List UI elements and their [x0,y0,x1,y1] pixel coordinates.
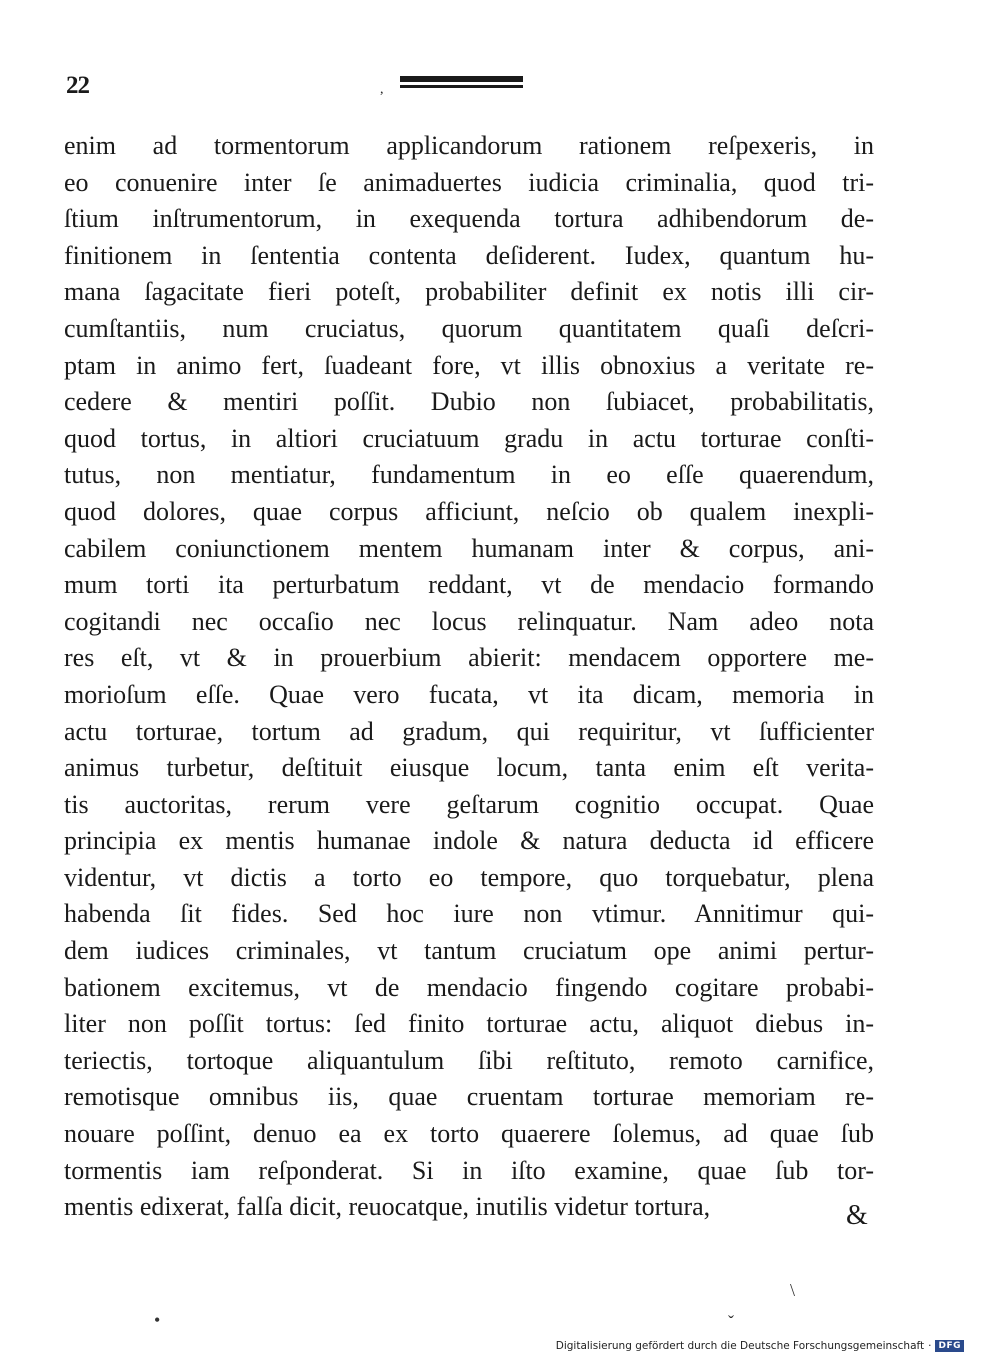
text-line: enim ad tormentorum applicandorum rationem reſpexeris, in [64,131,874,160]
text-line: eo conuenire inter ſe animaduertes iudicia criminalia, quod tri- [64,167,874,197]
credit-text: Digitalisierung gefördert durch die Deutsche Forschungsgemeinschaft [555,1340,925,1352]
text-line: tutus, non mentiatur, fundamentum in eo eſſe quaerendum, [64,460,874,490]
text-line: liter non poſſit tortus: ſed finito torturae actu, aliquot diebus in- [64,1009,874,1039]
ornament-tick: , [380,82,384,97]
text-line: nouare poſſint, denuo ea ex torto quaerere ſolemus, ad quae ſub [64,1119,874,1149]
text-line: principia ex mentis humanae indole & natura deducta id efficere [64,826,874,856]
text-line: ptam in animo fert, ſuadeant fore, vt illis obnoxius a veritate re- [64,350,874,380]
scan-speck: \ [790,1280,796,1300]
page-number: 22 [66,72,89,99]
text-line: habenda ſit fides. Sed hoc iure non vtimur. Annitimur qui- [64,899,874,929]
text-line: animus turbetur, deſtituit eiusque locum, tanta enim eſt verita- [64,753,874,783]
text-line: teriectis, tortoque aliquantulum ſibi reſtituto, remoto carnifice, [64,1045,874,1075]
ornament-thick-bar [400,76,523,82]
text-line: quod dolores, quae corpus afficiunt, neſcio ob qualem inexpli- [64,496,874,526]
text-line: videntur, vt dictis a torto eo tempore, quo torquebatur, plena [64,862,874,892]
dfg-logo-icon: DFG [935,1340,964,1352]
text-line: tis auctoritas, rerum vere geſtarum cognitio occupat. Quae [64,789,874,819]
text-line: cogitandi nec occaſio nec locus relinquatur. Nam adeo nota [64,606,874,636]
text-line: finitionem in ſententia contenta deſiderent. Iudex, quantum hu- [64,240,874,270]
text-line: mentis edixerat, falſa dicit, reuocatque, inutilis videtur tortura, [64,1192,711,1222]
text-line: ſtium inſtrumentorum, in exequenda tortura adhibendorum de- [64,204,874,234]
text-line: tormentis iam reſponderat. Si in iſto examine, quae ſub tor- [64,1155,874,1185]
text-line: res eſt, vt & in prouerbium abierit: mendacem opportere me- [64,643,874,673]
digitization-credit: Digitalisierung gefördert durch die Deutsche Forschungsgemeinschaft · DFG [556,1340,964,1352]
text-line: morioſum eſſe. Quae vero fucata, vt ita dicam, memoria in [64,679,874,709]
catchword: & [846,1200,868,1231]
text-line: actu torturae, tortum ad gradum, qui requiritur, vt ſufficienter [64,716,874,746]
text-line: quod tortus, in altiori cruciatuum gradu in actu torturae conſti- [64,423,874,453]
scan-speck: • [154,1310,161,1330]
text-line: cabilem coniunctionem mentem humanam inter & corpus, ani- [64,533,874,563]
text-line: mana ſagacitate fieri poteſt, probabiliter definit ex notis illi cir- [64,277,874,307]
text-line: bationem excitemus, vt de mendacio fingendo cogitare probabi- [64,972,874,1002]
body-text [64,128,874,1226]
text-line: cedere & mentiri poſſit. Dubio non ſubiacet, probabilitatis, [64,387,874,417]
text-line: dem iudices criminales, vt tantum cruciatum ope animi pertur- [64,936,874,966]
header-ornament-rule [400,76,523,88]
text-line: remotisque omnibus iis, quae cruentam torturae memoriam re- [64,1082,874,1112]
text-line: cumſtantiis, num cruciatus, quorum quantitatem quaſi deſcri- [64,313,874,343]
scan-speck: ˇ [728,1312,734,1332]
text-line: mum torti ita perturbatum reddant, vt de mendacio formando [64,570,874,600]
ornament-thin-bar [400,85,523,88]
